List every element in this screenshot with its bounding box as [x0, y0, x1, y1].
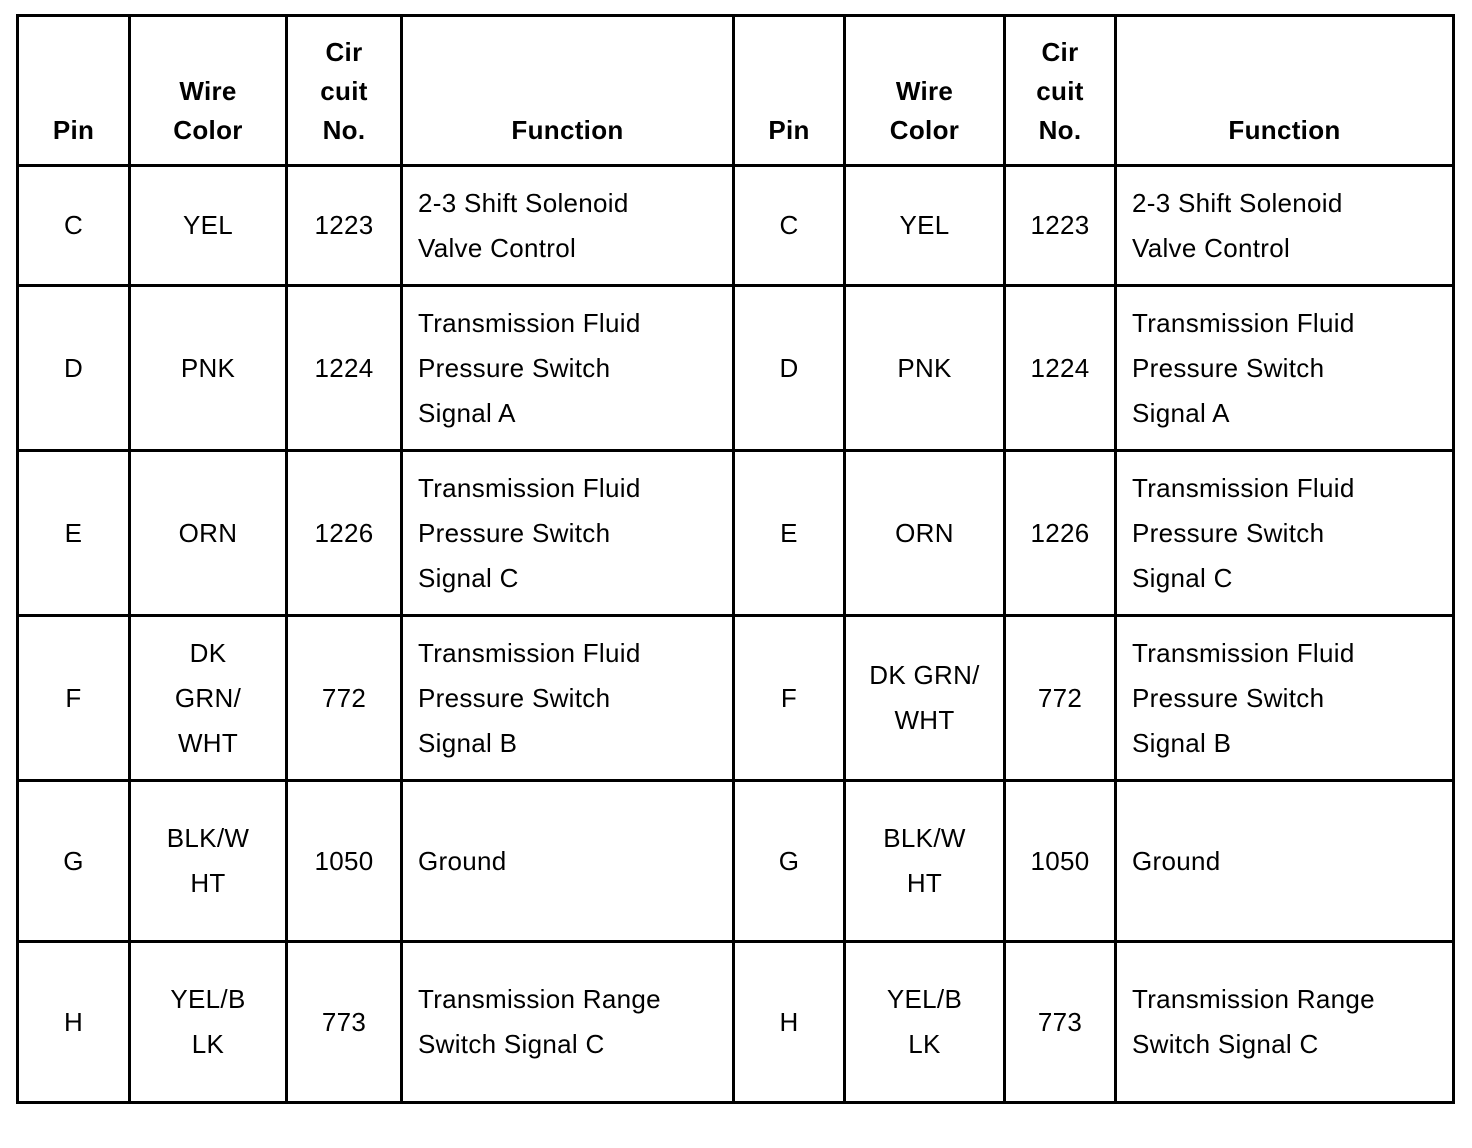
- header-function-left: Function: [402, 16, 734, 166]
- header-row: [18, 16, 1454, 166]
- table-row: [18, 451, 1454, 616]
- function-cell: Transmission Fluid Pressure Switch Signal C: [402, 451, 734, 616]
- circuit-cell: 1223: [1005, 166, 1116, 286]
- table-row: [18, 616, 1454, 781]
- circuit-cell: 1226: [287, 451, 402, 616]
- function-cell: Transmission Fluid Pressure Switch Signal C: [1116, 451, 1454, 616]
- wire-color-cell: DK GRN/ WHT: [845, 616, 1005, 781]
- function-cell: Transmission Fluid Pressure Switch Signal B: [1116, 616, 1454, 781]
- pin-cell: H: [734, 942, 845, 1103]
- pin-cell: C: [734, 166, 845, 286]
- function-cell: 2-3 Shift Solenoid Valve Control: [402, 166, 734, 286]
- pin-cell: D: [734, 286, 845, 451]
- table-row: [18, 286, 1454, 451]
- header-pin-left: Pin: [18, 16, 130, 166]
- pin-cell: F: [734, 616, 845, 781]
- table-row: [18, 942, 1454, 1103]
- pin-cell: E: [734, 451, 845, 616]
- wire-color-cell: YEL: [130, 166, 287, 286]
- circuit-cell: 1050: [287, 781, 402, 942]
- connector-pinout-table-container: [16, 14, 1455, 1104]
- function-cell: Transmission Range Switch Signal C: [402, 942, 734, 1103]
- circuit-cell: 1223: [287, 166, 402, 286]
- header-wire-color-right: Wire Color: [845, 16, 1005, 166]
- circuit-cell: 773: [287, 942, 402, 1103]
- circuit-cell: 1050: [1005, 781, 1116, 942]
- connector-pinout-table: [16, 14, 1455, 1104]
- circuit-cell: 1226: [1005, 451, 1116, 616]
- circuit-cell: 772: [1005, 616, 1116, 781]
- function-cell: Transmission Fluid Pressure Switch Signal B: [402, 616, 734, 781]
- function-cell: Transmission Fluid Pressure Switch Signal A: [402, 286, 734, 451]
- header-function-right: Function: [1116, 16, 1454, 166]
- wire-color-cell: PNK: [130, 286, 287, 451]
- function-cell: Ground: [1116, 781, 1454, 942]
- pin-cell: D: [18, 286, 130, 451]
- wire-color-cell: YEL/B LK: [845, 942, 1005, 1103]
- circuit-cell: 1224: [287, 286, 402, 451]
- pin-cell: G: [18, 781, 130, 942]
- wire-color-cell: ORN: [130, 451, 287, 616]
- header-circuit-right: Cir cuit No.: [1005, 16, 1116, 166]
- table-row: [18, 781, 1454, 942]
- function-cell: Ground: [402, 781, 734, 942]
- wire-color-cell: PNK: [845, 286, 1005, 451]
- wire-color-cell: YEL: [845, 166, 1005, 286]
- function-cell: Transmission Fluid Pressure Switch Signal A: [1116, 286, 1454, 451]
- header-wire-color-left: Wire Color: [130, 16, 287, 166]
- pin-cell: F: [18, 616, 130, 781]
- wire-color-cell: BLK/W HT: [130, 781, 287, 942]
- pin-cell: E: [18, 451, 130, 616]
- wire-color-cell: BLK/W HT: [845, 781, 1005, 942]
- table-row: [18, 166, 1454, 286]
- wire-color-cell: YEL/B LK: [130, 942, 287, 1103]
- circuit-cell: 772: [287, 616, 402, 781]
- pin-cell: H: [18, 942, 130, 1103]
- function-cell: 2-3 Shift Solenoid Valve Control: [1116, 166, 1454, 286]
- circuit-cell: 1224: [1005, 286, 1116, 451]
- circuit-cell: 773: [1005, 942, 1116, 1103]
- header-pin-right: Pin: [734, 16, 845, 166]
- wire-color-cell: DK GRN/ WHT: [130, 616, 287, 781]
- pin-cell: C: [18, 166, 130, 286]
- function-cell: Transmission Range Switch Signal C: [1116, 942, 1454, 1103]
- header-circuit-left: Cir cuit No.: [287, 16, 402, 166]
- wire-color-cell: ORN: [845, 451, 1005, 616]
- pin-cell: G: [734, 781, 845, 942]
